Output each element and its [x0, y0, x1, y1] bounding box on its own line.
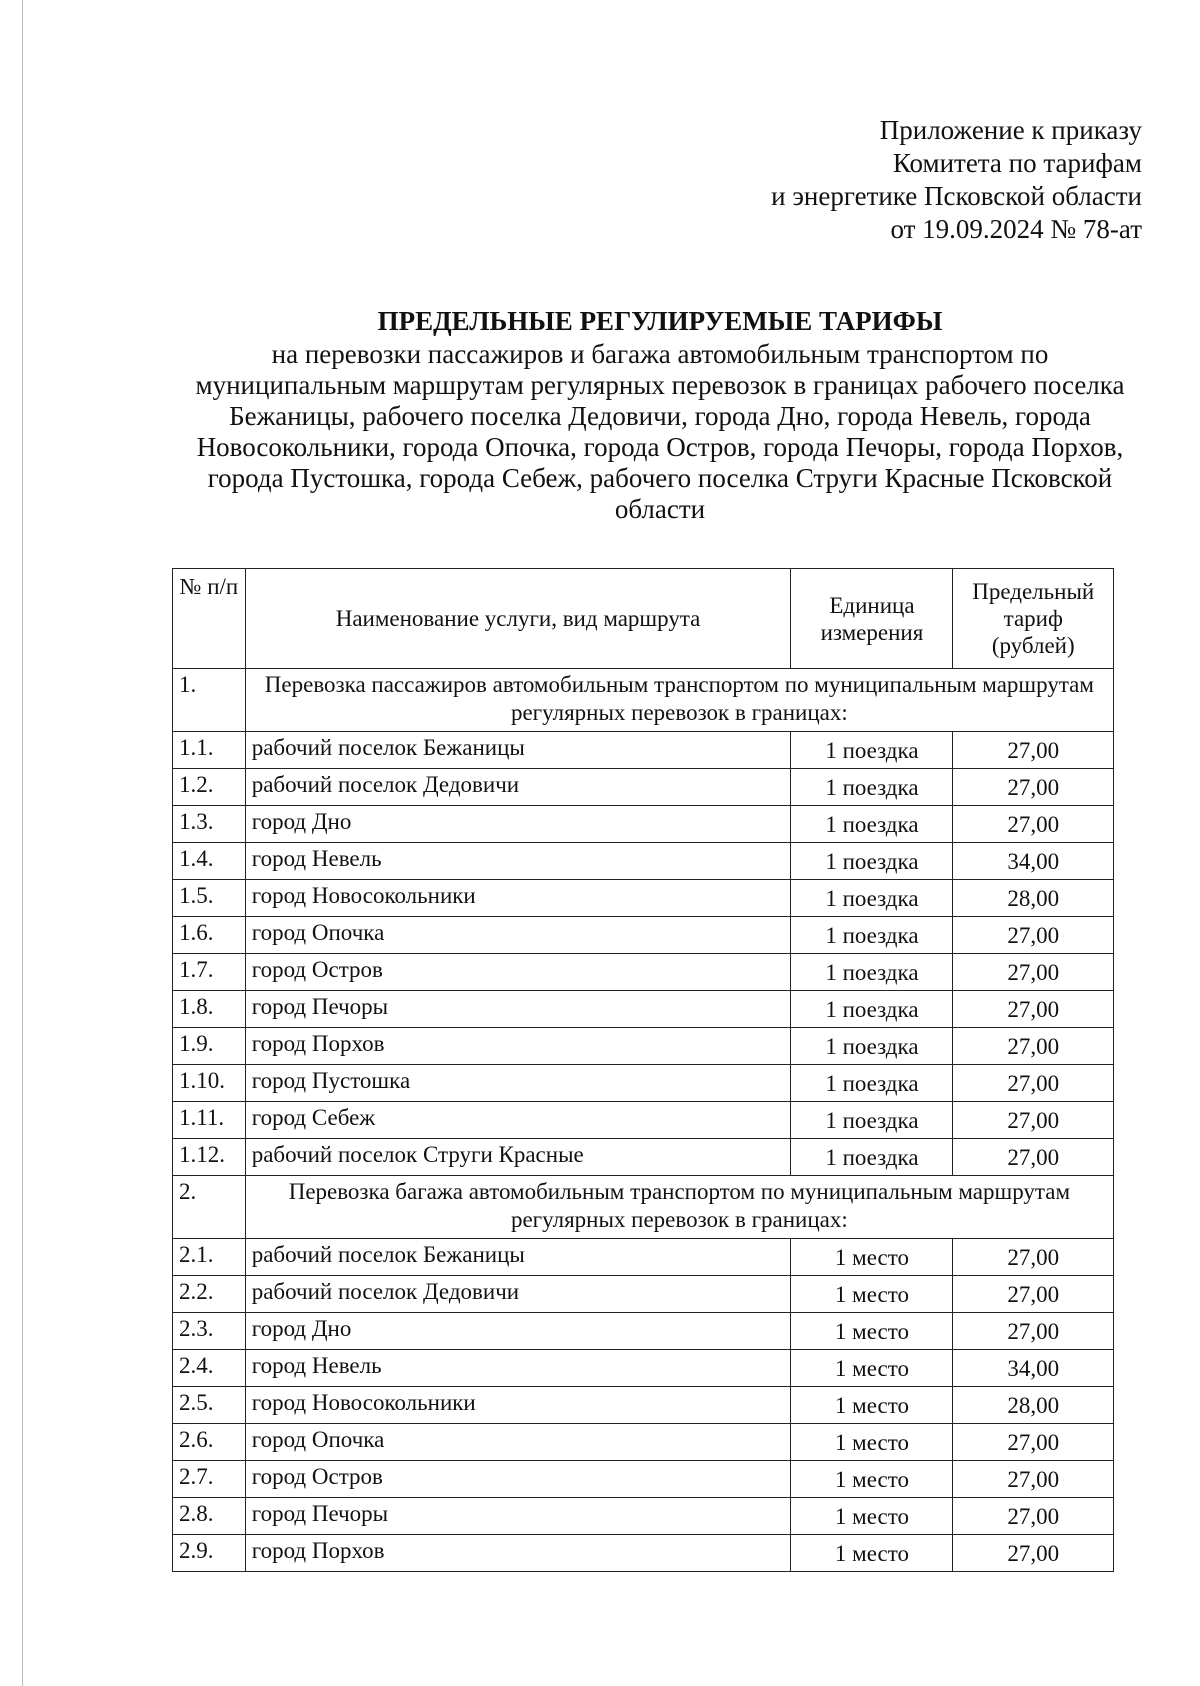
table-row: [173, 806, 1114, 843]
tariff-price: 27,00: [953, 1535, 1114, 1572]
tariff-price: 27,00: [953, 1139, 1114, 1176]
route-name: город Печоры: [245, 991, 791, 1028]
row-number: 1.4.: [173, 843, 246, 880]
unit-of-measure: 1 поездка: [791, 1028, 953, 1065]
header-line-2: Комитета по тарифам: [892, 148, 1142, 178]
route-name: город Невель: [245, 843, 791, 880]
table-row: [173, 1065, 1114, 1102]
table-row: [173, 917, 1114, 954]
header-line-1: Приложение к приказу: [879, 115, 1142, 145]
unit-of-measure: 1 поездка: [791, 991, 953, 1028]
route-name: город Опочка: [245, 917, 791, 954]
tariff-price: 34,00: [953, 843, 1114, 880]
row-number: 1.7.: [173, 954, 246, 991]
tariff-price: 28,00: [953, 1387, 1114, 1424]
table-row: [173, 843, 1114, 880]
route-name: рабочий поселок Бежаницы: [245, 1239, 791, 1276]
header-line-3: и энергетике Псковской области: [771, 181, 1142, 211]
tariff-price: 27,00: [953, 769, 1114, 806]
tariff-price: 27,00: [953, 954, 1114, 991]
unit-of-measure: 1 место: [791, 1535, 953, 1572]
header-unit: Единица измерения: [791, 569, 953, 669]
route-name: город Остров: [245, 1461, 791, 1498]
header-num: № п/п: [173, 569, 246, 669]
row-number: 2.3.: [173, 1313, 246, 1350]
tariff-price: 27,00: [953, 1424, 1114, 1461]
row-number: 2.8.: [173, 1498, 246, 1535]
tariff-price: 27,00: [953, 1028, 1114, 1065]
section-title: Перевозка пассажиров автомобильным транспортом по муниципальным маршрутам регулярных перевозок в границах:: [245, 669, 1113, 732]
table-body: [173, 669, 1114, 1572]
tariff-price: 27,00: [953, 732, 1114, 769]
unit-of-measure: 1 поездка: [791, 1065, 953, 1102]
route-name: город Остров: [245, 954, 791, 991]
table-row: [173, 880, 1114, 917]
route-name: город Порхов: [245, 1028, 791, 1065]
tariff-price: 27,00: [953, 1239, 1114, 1276]
section-row: [173, 1176, 1114, 1239]
unit-of-measure: 1 поездка: [791, 843, 953, 880]
tariff-table: [172, 568, 1114, 1572]
unit-of-measure: 1 поездка: [791, 917, 953, 954]
table-row: [173, 1028, 1114, 1065]
unit-of-measure: 1 поездка: [791, 732, 953, 769]
route-name: город Новосокольники: [245, 880, 791, 917]
page-edge-line: [22, 0, 23, 1686]
title-subtitle: на перевозки пассажиров и багажа автомобильным транспортом по муниципальным маршрутам регулярных перевозок в границах рабочего поселка Бежаницы, рабочего поселка Дедовичи, города Дно, города Невель, города Новосокольники, города Опочка, города Остров, города Печоры, города Порхов, города Пустошка, города Себеж, рабочего поселка Струги Красные Псковской области: [195, 339, 1125, 524]
unit-of-measure: 1 место: [791, 1350, 953, 1387]
unit-of-measure: 1 поездка: [791, 806, 953, 843]
row-number: 2.9.: [173, 1535, 246, 1572]
tariff-price: 27,00: [953, 1498, 1114, 1535]
row-number: 2.7.: [173, 1461, 246, 1498]
document-title: [190, 306, 1130, 525]
table-header-row: [173, 569, 1114, 669]
row-number: 2.2.: [173, 1276, 246, 1313]
route-name: рабочий поселок Струги Красные: [245, 1139, 791, 1176]
route-name: город Новосокольники: [245, 1387, 791, 1424]
row-number: 1.3.: [173, 806, 246, 843]
row-number: 2.6.: [173, 1424, 246, 1461]
section-row: [173, 669, 1114, 732]
row-number: 1.1.: [173, 732, 246, 769]
tariff-price: 27,00: [953, 806, 1114, 843]
table-row: [173, 1535, 1114, 1572]
tariff-price: 27,00: [953, 1276, 1114, 1313]
unit-of-measure: 1 место: [791, 1424, 953, 1461]
table-row: [173, 954, 1114, 991]
row-number: 2.5.: [173, 1387, 246, 1424]
route-name: рабочий поселок Бежаницы: [245, 732, 791, 769]
tariff-price: 27,00: [953, 1313, 1114, 1350]
table-row: [173, 1387, 1114, 1424]
table-row: [173, 769, 1114, 806]
table-row: [173, 1139, 1114, 1176]
tariff-price: 27,00: [953, 917, 1114, 954]
unit-of-measure: 1 поездка: [791, 1139, 953, 1176]
title-main: ПРЕДЕЛЬНЫЕ РЕГУЛИРУЕМЫЕ ТАРИФЫ: [377, 306, 943, 336]
route-name: город Невель: [245, 1350, 791, 1387]
unit-of-measure: 1 место: [791, 1313, 953, 1350]
row-number: 1.12.: [173, 1139, 246, 1176]
row-number: 1.6.: [173, 917, 246, 954]
unit-of-measure: 1 место: [791, 1387, 953, 1424]
unit-of-measure: 1 поездка: [791, 769, 953, 806]
tariff-price: 28,00: [953, 880, 1114, 917]
unit-of-measure: 1 поездка: [791, 1102, 953, 1139]
tariff-price: 27,00: [953, 991, 1114, 1028]
unit-of-measure: 1 поездка: [791, 880, 953, 917]
table-row: [173, 991, 1114, 1028]
tariff-price: 27,00: [953, 1065, 1114, 1102]
unit-of-measure: 1 место: [791, 1276, 953, 1313]
row-number: 2.1.: [173, 1239, 246, 1276]
tariff-price: 34,00: [953, 1350, 1114, 1387]
header-line-4: от 19.09.2024 № 78-ат: [890, 214, 1142, 244]
table-row: [173, 1350, 1114, 1387]
row-number: 1.11.: [173, 1102, 246, 1139]
unit-of-measure: 1 поездка: [791, 954, 953, 991]
table-row: [173, 1102, 1114, 1139]
order-appendix-header: [771, 114, 1142, 246]
table-row: [173, 1276, 1114, 1313]
unit-of-measure: 1 место: [791, 1239, 953, 1276]
tariff-price: 27,00: [953, 1102, 1114, 1139]
row-number: 1.8.: [173, 991, 246, 1028]
route-name: город Пустошка: [245, 1065, 791, 1102]
table-row: [173, 1461, 1114, 1498]
table-row: [173, 1498, 1114, 1535]
tariff-price: 27,00: [953, 1461, 1114, 1498]
unit-of-measure: 1 место: [791, 1498, 953, 1535]
row-number: 1.10.: [173, 1065, 246, 1102]
table-row: [173, 1424, 1114, 1461]
route-name: город Дно: [245, 806, 791, 843]
row-number: 2.4.: [173, 1350, 246, 1387]
section-title: Перевозка багажа автомобильным транспортом по муниципальным маршрутам регулярных перевозок в границах:: [245, 1176, 1113, 1239]
header-price: Предельный тариф (рублей): [953, 569, 1114, 669]
route-name: город Опочка: [245, 1424, 791, 1461]
section-number: 1.: [173, 669, 246, 732]
route-name: город Порхов: [245, 1535, 791, 1572]
route-name: рабочий поселок Дедовичи: [245, 769, 791, 806]
row-number: 1.5.: [173, 880, 246, 917]
table-row: [173, 1313, 1114, 1350]
section-number: 2.: [173, 1176, 246, 1239]
header-name: Наименование услуги, вид маршрута: [245, 569, 791, 669]
route-name: город Печоры: [245, 1498, 791, 1535]
unit-of-measure: 1 место: [791, 1461, 953, 1498]
route-name: город Себеж: [245, 1102, 791, 1139]
table-row: [173, 732, 1114, 769]
table-row: [173, 1239, 1114, 1276]
route-name: рабочий поселок Дедовичи: [245, 1276, 791, 1313]
row-number: 1.2.: [173, 769, 246, 806]
row-number: 1.9.: [173, 1028, 246, 1065]
route-name: город Дно: [245, 1313, 791, 1350]
